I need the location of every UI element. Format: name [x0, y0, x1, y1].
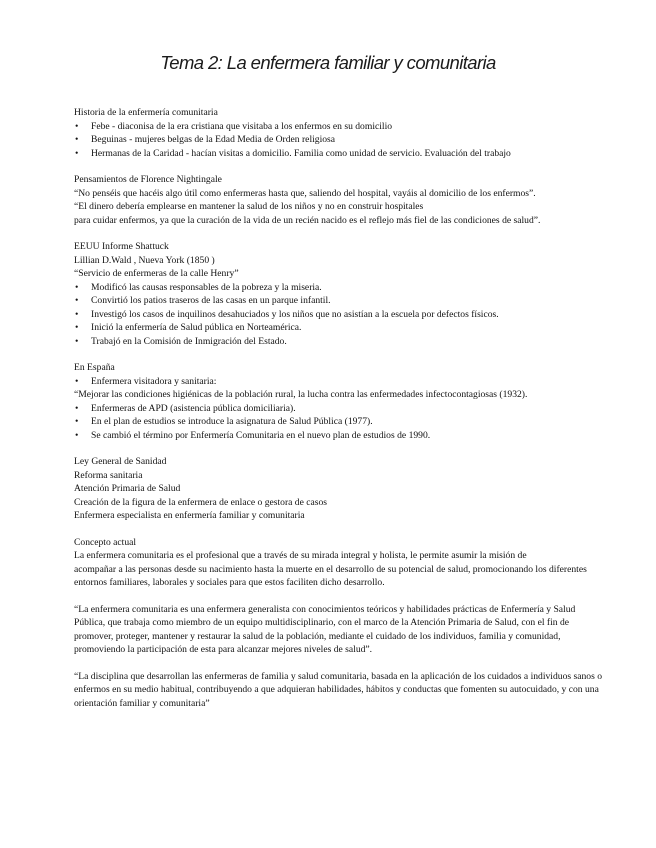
- section-heading: Concepto actual: [74, 536, 137, 548]
- list-item: • Modificó las causas responsables de la pobreza y la miseria.: [74, 281, 604, 295]
- list-item: • Hermanas de la Caridad - hacían visitas a domicilio. Familia como unidad de servicio. Evaluación del trabajo: [74, 147, 604, 161]
- section-espana: [74, 361, 604, 442]
- text-line: Atención Primaria de Salud: [74, 483, 181, 494]
- section-subtitle: “Servicio de enfermeras de la calle Henry”: [74, 268, 239, 279]
- paragraph: La enfermera comunitaria es el profesional que a través de su mirada integral y holista, le permite asumir la misión de: [74, 550, 527, 561]
- text-line: Creación de la figura de la enfermera de enlace o gestora de casos: [74, 496, 328, 508]
- list-item: • Convirtió los patios traseros de las casas en un parque infantil.: [74, 294, 604, 308]
- section-nightingale: [74, 173, 604, 227]
- text-line: Ley General de Sanidad: [74, 456, 167, 467]
- quote: para cuidar enfermos, ya que la curación de la vida de un recién nacido es el reflejo más fiel de las condiciones de salud”.: [74, 214, 541, 226]
- section-eeuu: [74, 240, 604, 348]
- quote: “La disciplina que desarrollan las enfermeras de familia y salud comunitaria, basada en la aplicación de los cuidados a individuos sanos o enfermos en su medio habitual, contribuyendo a que adquieran habilidades, hábitos y conductas que fomenten su autocuidado, y con una orientación familiar y comunitaria”: [74, 670, 603, 709]
- list-item: • Se cambió el término por Enfermería Comunitaria en el nuevo plan de estudios de 1990.: [74, 429, 604, 443]
- bullet-list: [74, 281, 604, 349]
- quote: “El dinero debería emplearse en mantener la salud de los niños y no en construir hospitales: [74, 201, 424, 212]
- list-item: • Investigó los casos de inquilinos desahuciados y los niños que no asistían a la escuela por defectos físicos.: [74, 308, 604, 322]
- section-heading: Pensamientos de Florence Nightingale: [74, 174, 222, 185]
- quote: “La enfermera comunitaria es una enfermera generalista con conocimientos teóricos y habilidades prácticas de Enfermería y Salud Pública, que trabaja como miembro de un equipo multidisciplinario, con el marco de la Atención Primaria de Salud, con el fin de promover, proteger, mantener y restaurar la salud de la población, mediante el cuidado de los individuos, familia y comunidad, promoviendo la participación de esta para alcanzar mejores niveles de salud”.: [74, 603, 576, 655]
- section-ley: [74, 455, 604, 523]
- spacer: [74, 657, 604, 670]
- list-item: • Inició la enfermería de Salud pública en Norteamérica.: [74, 321, 604, 335]
- quote: “Mejorar las condiciones higiénicas de la población rural, la lucha contra las enfermedades infectocontagiosas (1932).: [74, 389, 528, 400]
- document-body: [74, 106, 604, 723]
- section-heading: EEUU Informe Shattuck: [74, 241, 169, 252]
- list-item: • Enfermera visitadora y sanitaria:: [74, 375, 604, 389]
- list-item: • En el plan de estudios se introduce la asignatura de Salud Pública (1977).: [74, 415, 604, 429]
- list-item: • Febe - diaconisa de la era cristiana que visitaba a los enfermos en su domicilio: [74, 120, 604, 134]
- section-concepto: [74, 536, 604, 711]
- section-heading: En España: [74, 362, 115, 373]
- bullet-list: [74, 402, 604, 443]
- spacer: [74, 590, 604, 603]
- text-line: Reforma sanitaria: [74, 469, 143, 481]
- list-item: • Enfermeras de APD (asistencia pública domiciliaria).: [74, 402, 604, 416]
- list-item: • Beguinas - mujeres belgas de la Edad Media de Orden religiosa: [74, 133, 604, 147]
- paragraph: acompañar a las personas desde su nacimiento hasta la muerte en el desarrollo de su potencial de salud, promocionando los diferentes entornos familiares, laborales y sociales para que estos faciliten dicho desarrollo.: [74, 563, 587, 588]
- section-heading: Historia de la enfermería comunitaria: [74, 107, 218, 118]
- bullet-list: [74, 375, 604, 389]
- section-subheading: Lillian D.Wald , Nueva York (1850 ): [74, 254, 215, 266]
- text-line: Enfermera especialista en enfermería familiar y comunitaria: [74, 510, 305, 521]
- list-item: • Trabajó en la Comisión de Inmigración del Estado.: [74, 335, 604, 349]
- section-historia: [74, 106, 604, 160]
- bullet-list: [74, 120, 604, 161]
- page-title: Tema 2: La enfermera familiar y comunitaria: [160, 52, 496, 73]
- quote: “No penséis que hacéis algo útil como enfermeras hasta que, saliendo del hospital, vayáis al domicilio de los enfermos”.: [74, 187, 536, 199]
